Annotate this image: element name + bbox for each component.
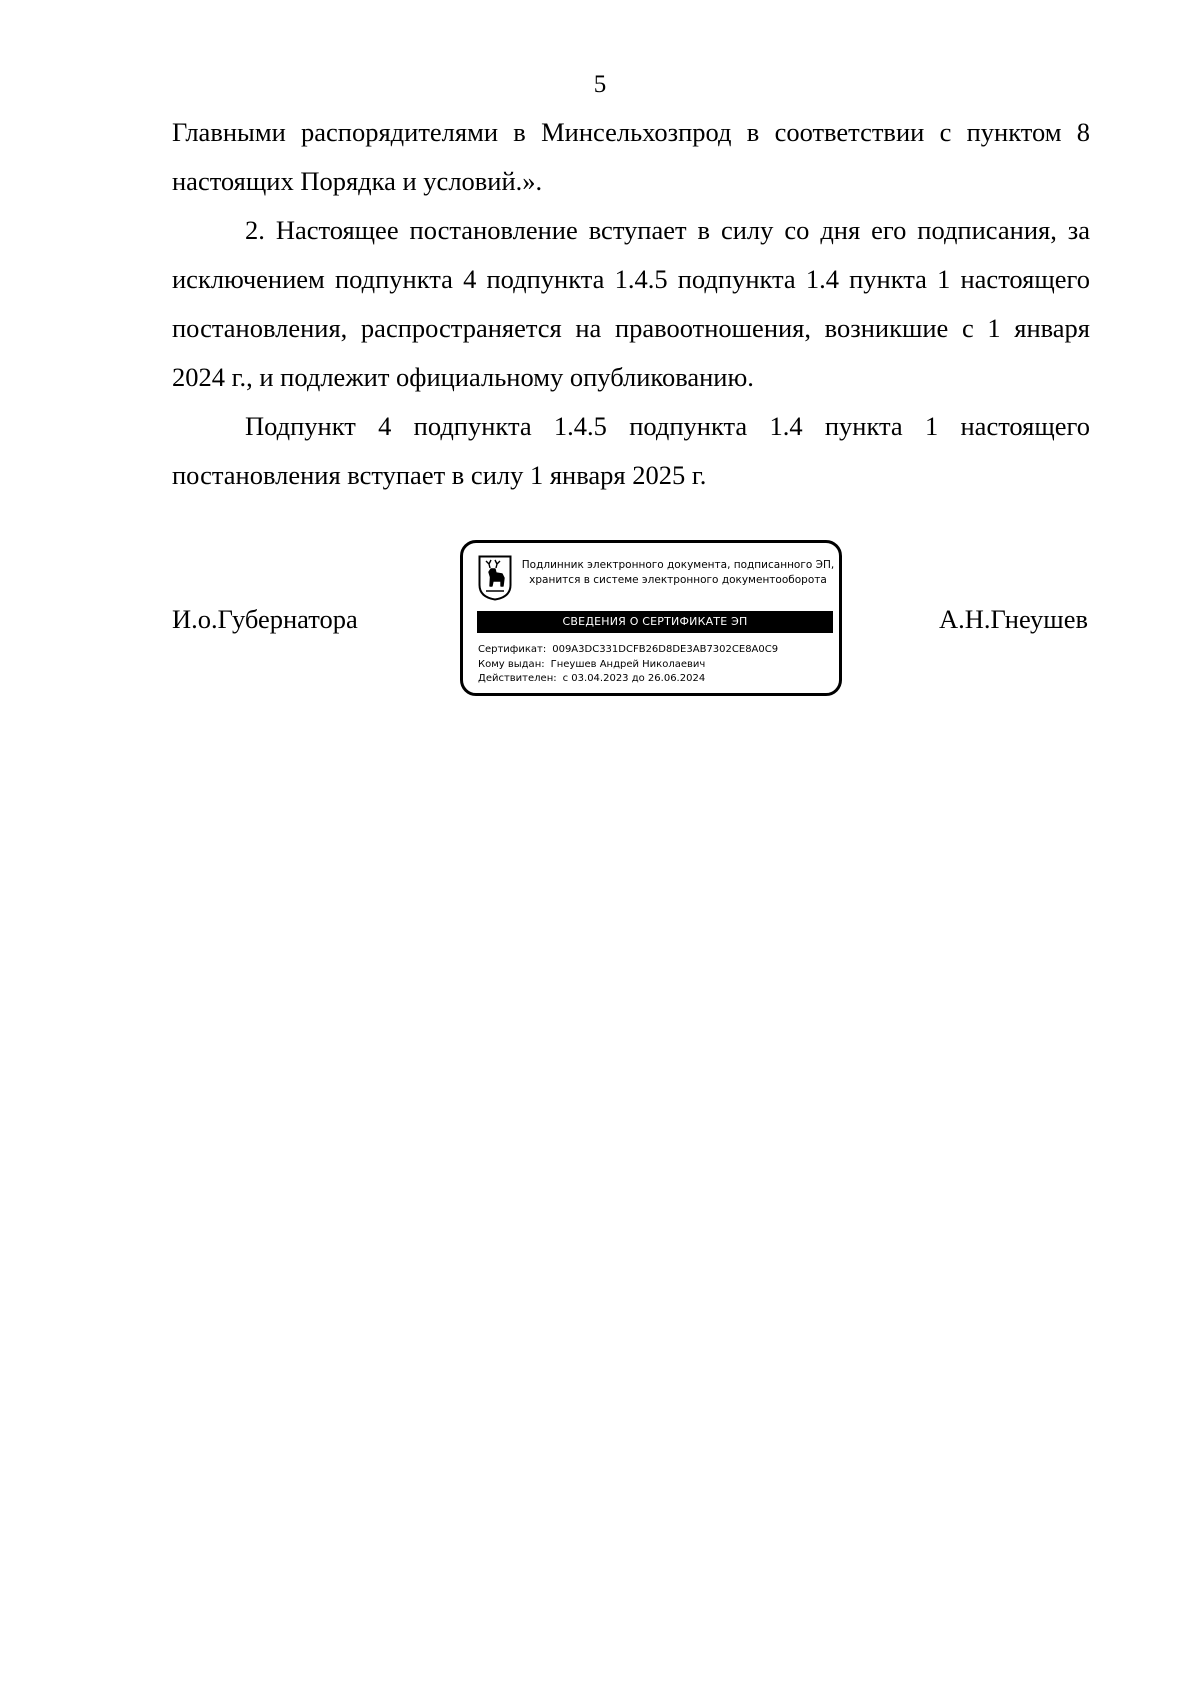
- stamp-header-line: Подлинник электронного документа, подписанного ЭП,: [521, 559, 835, 571]
- signer-position: И.о.Губернатора: [172, 604, 358, 634]
- document-body: [172, 108, 1090, 500]
- issued-to-row: [478, 658, 838, 673]
- paragraph-effective-date: 2. Настоящее постановление вступает в силу со дня его подписания, за исключением подпункта 4 подпункта 1.4.5 подпункта 1.4 пункта 1 настоящего постановления, распространяется на правоотношения, возникшие с 1 января 2024 г., и подлежит официальному опубликованию.: [172, 215, 1090, 392]
- certificate-details: [478, 643, 838, 687]
- signer-name: А.Н.Гнеушев: [938, 604, 1088, 634]
- electronic-signature-stamp: [460, 540, 842, 696]
- stamp-header-line: хранится в системе электронного документооборота: [529, 574, 827, 586]
- validity-row: [478, 672, 838, 687]
- validity-value: с 03.04.2023 до 26.06.2024: [562, 673, 706, 684]
- validity-label: Действителен:: [478, 673, 557, 684]
- certificate-row: [478, 643, 838, 658]
- certificate-info-bar: СВЕДЕНИЯ О СЕРТИФИКАТЕ ЭП: [477, 611, 833, 633]
- deer-coat-of-arms-icon: [478, 555, 512, 601]
- certificate-value: 009A3DC331DCFB26D8DE3AB7302CE8A0C9: [552, 644, 779, 655]
- certificate-label: Сертификат:: [478, 644, 547, 655]
- issued-to-label: Кому выдан:: [478, 658, 545, 670]
- page-number: 5: [593, 71, 607, 98]
- issued-to-value: Гнеушев Андрей Николаевич: [550, 658, 706, 670]
- paragraph-subclause-effective: Подпункт 4 подпункта 1.4.5 подпункта 1.4 пункта 1 настоящего постановления вступает в силу 1 января 2025 г.: [172, 411, 1090, 490]
- paragraph-continuation: Главными распорядителями в Минсельхозпрод в соответствии с пунктом 8 настоящих Порядка и условий.».: [172, 117, 1090, 196]
- stamp-header: [518, 558, 838, 588]
